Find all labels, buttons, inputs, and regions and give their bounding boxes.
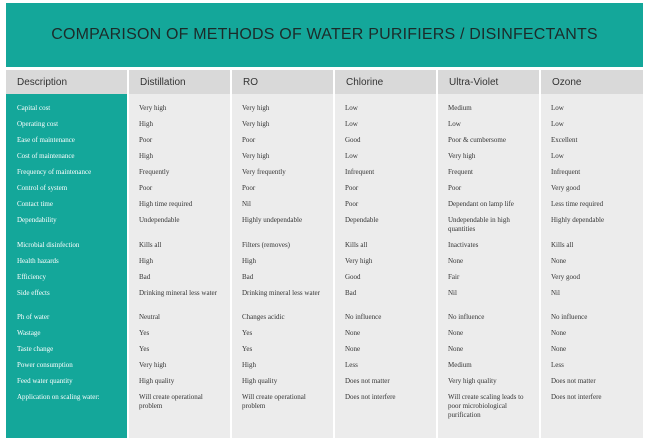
table-cell: Low (551, 152, 564, 160)
table-cell: Bad (139, 273, 151, 281)
table-cell: None (551, 345, 567, 353)
row-label: Contact time (17, 200, 53, 208)
table-cell: Highly undependable (242, 216, 303, 224)
table-cell: Less time required (551, 200, 604, 208)
row-label: Control of system (17, 184, 68, 192)
table-cell: Nil (448, 289, 457, 297)
row-label: Capital cost (17, 104, 51, 112)
table-cell: Very high (448, 152, 476, 160)
table-cell: Dependant on lamp life (448, 200, 514, 208)
table-cell: Yes (139, 329, 150, 337)
column-header-label: Description (17, 76, 68, 88)
table-cell: None (448, 329, 464, 337)
table-cell: Kills all (139, 241, 162, 249)
table-cell: Frequently (139, 168, 170, 176)
table-cell: Will create operational problem (139, 393, 203, 410)
row-label: Health hazards (17, 257, 59, 265)
table-cell: Yes (139, 345, 150, 353)
table-cell: Very high (242, 120, 270, 128)
table-cell: Does not interfere (551, 393, 602, 401)
table-cell: Dependable (345, 216, 379, 224)
table-cell: Low (448, 120, 461, 128)
row-label: Microbial disinfection (17, 241, 80, 249)
table-cell: Does not interfere (345, 393, 396, 401)
table-cell: Nil (242, 200, 251, 208)
row-label: Efficiency (17, 273, 47, 281)
table-cell: Very good (551, 273, 580, 281)
title-banner (6, 3, 643, 67)
table-cell: Poor (345, 184, 359, 192)
column-header-label: Distillation (140, 76, 186, 88)
column-header-label: Ozone (552, 76, 582, 88)
table-cell: Filters (removes) (242, 241, 291, 249)
column-header (438, 70, 539, 94)
row-label: Ease of maintenance (17, 136, 75, 144)
table-cell: Good (345, 136, 361, 144)
column-description (6, 70, 127, 438)
table-cell: Very high (242, 104, 270, 112)
table-cell: Undependable (139, 216, 180, 224)
row-label: Dependability (17, 216, 57, 224)
table-cell: Kills all (345, 241, 368, 249)
table-cell: Low (345, 152, 358, 160)
table-cell: Frequent (448, 168, 473, 176)
table-cell: High quality (139, 377, 175, 385)
row-label: Ph of water (17, 313, 50, 321)
row-label: Wastage (17, 329, 41, 337)
table-cell: Very high quality (448, 377, 497, 385)
column-header (335, 70, 436, 94)
table-cell: Inactivates (448, 241, 479, 249)
row-label: Application on scaling water: (17, 393, 100, 401)
table-cell: Less (551, 361, 564, 369)
row-label: Feed water quantity (17, 377, 73, 385)
table-cell: Drinking mineral less water (242, 289, 320, 297)
table-cell: Bad (242, 273, 254, 281)
column-header (541, 70, 643, 94)
table-cell: Poor (139, 136, 153, 144)
table-cell: Infrequent (551, 168, 581, 176)
table-cell: Medium (448, 361, 472, 369)
table-cell: No influence (551, 313, 588, 321)
table-cell: Very high (242, 152, 270, 160)
row-label: Cost of maintenance (17, 152, 75, 160)
table-cell: Medium (448, 104, 472, 112)
table-cell: High (242, 257, 256, 265)
row-label: Taste change (17, 345, 54, 353)
table-cell: None (551, 329, 567, 337)
row-label: Side effects (17, 289, 50, 297)
table-cell: Drinking mineral less water (139, 289, 217, 297)
column-header-label: RO (243, 76, 258, 88)
column-distillation (129, 70, 230, 438)
row-label: Frequency of maintenance (17, 168, 92, 176)
column-header (232, 70, 333, 94)
row-label: Power consumption (17, 361, 73, 369)
table-cell: Will create scaling leads to poor microbiological purification (448, 393, 524, 419)
table-cell: Poor (345, 200, 359, 208)
table-cell: Poor (139, 184, 153, 192)
table-cell: Less (345, 361, 358, 369)
table-cell: Very good (551, 184, 580, 192)
table-cell: Does not matter (345, 377, 390, 385)
table-cell: Neutral (139, 313, 160, 321)
table-cell: No influence (345, 313, 382, 321)
table-cell: None (448, 345, 464, 353)
column-header-label: Ultra-Violet (449, 76, 499, 88)
table-cell: High quality (242, 377, 278, 385)
table-cell: High (139, 152, 153, 160)
comparison-table (6, 70, 643, 438)
table-cell: Nil (551, 289, 560, 297)
table-cell: Kills all (551, 241, 574, 249)
table-cell: None (345, 329, 361, 337)
column-ro (232, 70, 333, 438)
table-cell: Poor (448, 184, 462, 192)
page-title: COMPARISON OF METHODS OF WATER PURIFIERS / DISINFECTANTS (51, 26, 598, 43)
column-header-label: Chlorine (346, 76, 384, 88)
table-cell: Low (345, 120, 358, 128)
table-cell: Undependable in high quantities (448, 216, 510, 233)
table-cell: High (139, 257, 153, 265)
table-cell: Poor (242, 184, 256, 192)
table-cell: Infrequent (345, 168, 375, 176)
table-cell: None (448, 257, 464, 265)
column-header (6, 70, 127, 94)
table-cell: High (242, 361, 256, 369)
table-cell: Bad (345, 289, 357, 297)
table-cell: High time required (139, 200, 193, 208)
table-cell: Does not matter (551, 377, 596, 385)
table-cell: Poor (242, 136, 256, 144)
table-cell: Very frequently (242, 168, 286, 176)
table-cell: Low (551, 104, 564, 112)
table-cell: Yes (242, 345, 253, 353)
table-cell: Highly dependable (551, 216, 605, 224)
table-cell: Low (551, 120, 564, 128)
table-cell: Good (345, 273, 361, 281)
table-cell: Changes acidic (242, 313, 285, 321)
table-cell: High (139, 120, 153, 128)
column-header (129, 70, 230, 94)
column-chlorine (335, 70, 436, 438)
table-cell: Very high (139, 104, 167, 112)
row-label: Operating cost (17, 120, 59, 128)
table-cell: Low (345, 104, 358, 112)
table-cell: Poor & cumbersome (448, 136, 506, 144)
table-cell: Yes (242, 329, 253, 337)
table-cell: None (345, 345, 361, 353)
table-cell: Will create operational problem (242, 393, 306, 410)
table-cell: None (551, 257, 567, 265)
column-ozone (541, 70, 643, 438)
table-cell: Excellent (551, 136, 578, 144)
column-ultra-violet (438, 70, 539, 438)
table-cell: No influence (448, 313, 485, 321)
table-cell: Very high (139, 361, 167, 369)
table-cell: Very high (345, 257, 373, 265)
table-cell: Fair (448, 273, 460, 281)
